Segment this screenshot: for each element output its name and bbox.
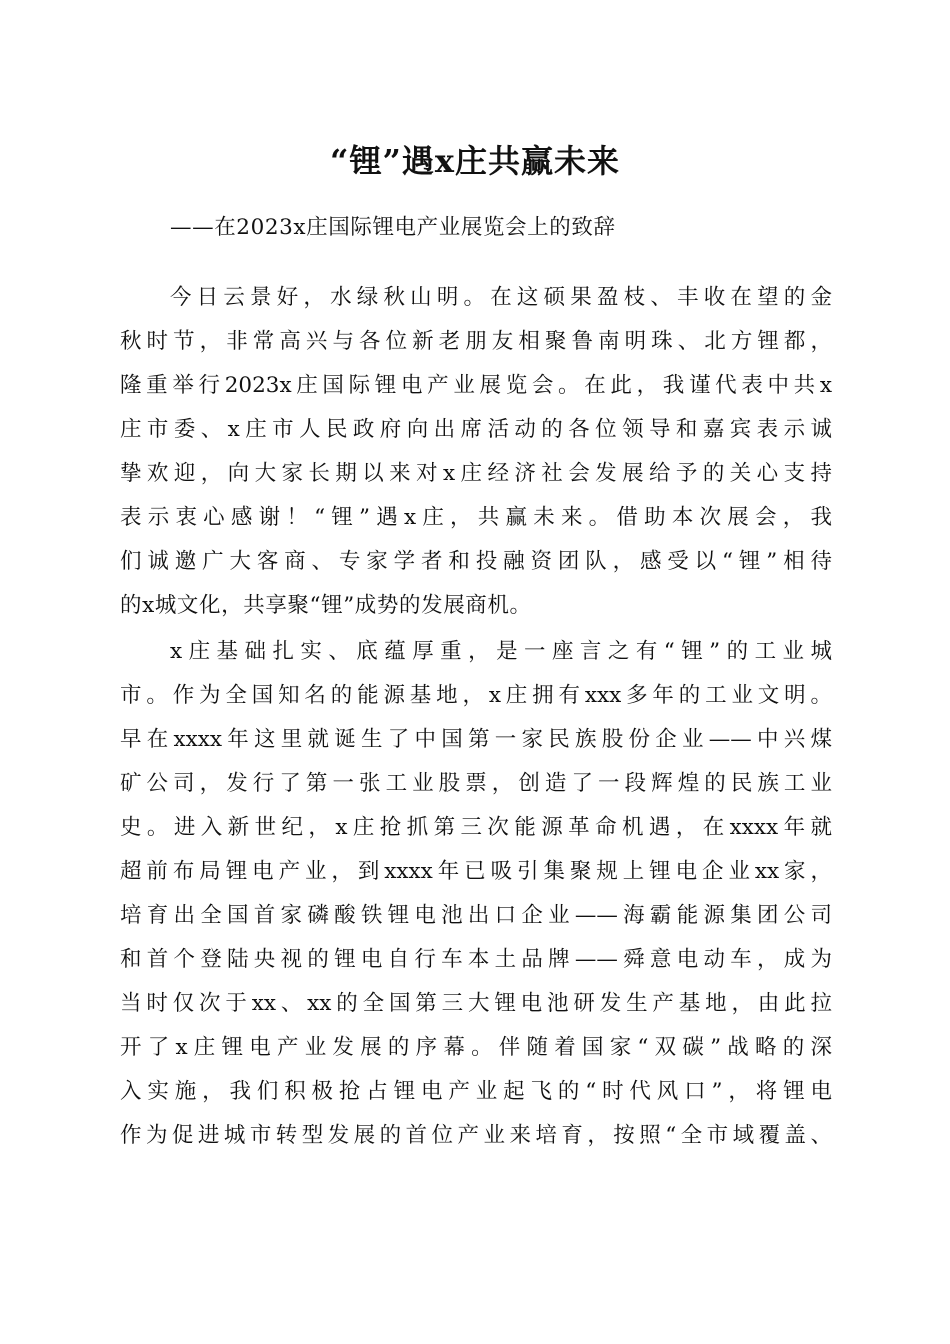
paragraph-1-line-8: 的x城文化，共享聚“锂”成势的发展商机。 xyxy=(120,593,532,618)
paragraph-2-line-1: x庄基础扎实、底蕴厚重，是一座言之有“锂”的工业城 xyxy=(170,639,832,664)
paragraph-2-line-9: 当时仅次于xx、xx的全国第三大锂电池研发生产基地，由此拉 xyxy=(120,991,832,1016)
paragraph-2-line-2: 市。作为全国知名的能源基地，x庄拥有xxx多年的工业文明。 xyxy=(120,683,832,708)
paragraph-1-line-7: 们诚邀广大客商、专家学者和投融资团队，感受以“锂”相待 xyxy=(120,549,832,574)
paragraph-1-line-1: 今日云景好，水绿秋山明。在这硕果盈枝、丰收在望的金 xyxy=(170,285,832,310)
paragraph-1-line-5: 挚欢迎，向大家长期以来对x庄经济社会发展给予的关心支持 xyxy=(120,461,832,486)
paragraph-2-line-5: 史。进入新世纪，x庄抢抓第三次能源革命机遇，在xxxx年就 xyxy=(120,815,832,840)
paragraph-2-line-6: 超前布局锂电产业，到xxxx年已吸引集聚规上锂电企业xx家， xyxy=(120,859,832,884)
paragraph-2-line-10: 开了x庄锂电产业发展的序幕。伴随着国家“双碳”战略的深 xyxy=(120,1035,832,1060)
document-title: “锂”遇x庄共赢未来 xyxy=(330,142,620,180)
paragraph-2-line-4: 矿公司，发行了第一张工业股票，创造了一段辉煌的民族工业 xyxy=(120,771,832,796)
paragraph-1-line-3: 隆重举行2023x庄国际锂电产业展览会。在此，我谨代表中共x xyxy=(120,373,832,398)
document-subtitle: ——在2023x庄国际锂电产业展览会上的致辞 xyxy=(170,215,616,240)
paragraph-1-line-2: 秋时节，非常高兴与各位新老朋友相聚鲁南明珠、北方锂都， xyxy=(120,329,832,354)
paragraph-2-line-11: 入实施，我们积极抢占锂电产业起飞的“时代风口”，将锂电 xyxy=(120,1079,832,1104)
paragraph-2-line-8: 和首个登陆央视的锂电自行车本土品牌——舜意电动车，成为 xyxy=(120,947,832,972)
paragraph-2-line-7: 培育出全国首家磷酸铁锂电池出口企业——海霸能源集团公司 xyxy=(120,903,832,928)
paragraph-2-line-12: 作为促进城市转型发展的首位产业来培育，按照“全市域覆盖、 xyxy=(120,1123,832,1148)
paragraph-1-line-6: 表示衷心感谢！“锂”遇x庄，共赢未来。借助本次展会，我 xyxy=(120,505,832,530)
paragraph-2-line-3: 早在xxxx年这里就诞生了中国第一家民族股份企业——中兴煤 xyxy=(120,727,832,752)
paragraph-1-line-4: 庄市委、x庄市人民政府向出席活动的各位领导和嘉宾表示诚 xyxy=(120,417,832,442)
